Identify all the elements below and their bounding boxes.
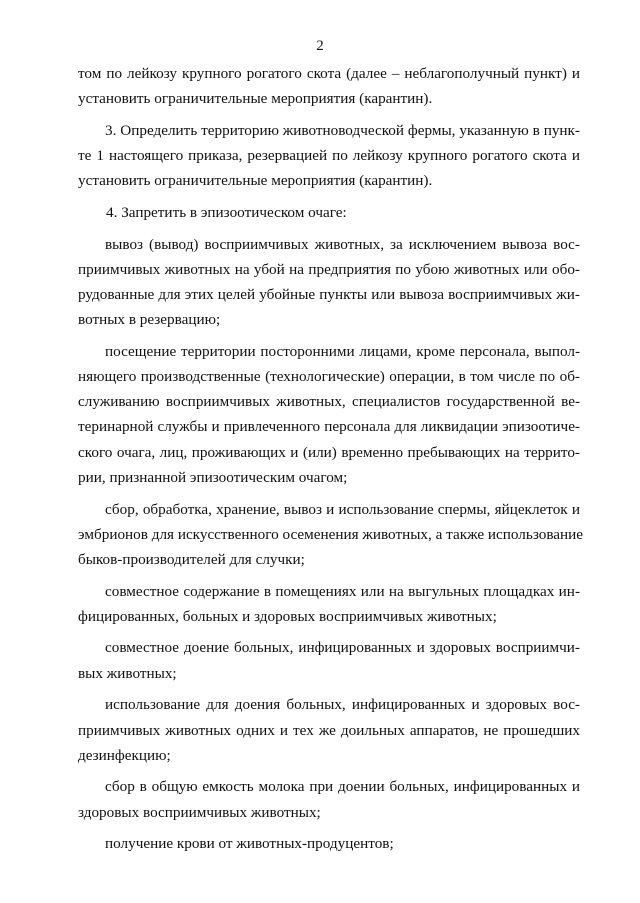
text-line: совместное содержание в помещениях или на выгульных площадках ин-	[105, 582, 580, 600]
document-body	[78, 61, 584, 856]
text-line: получение крови от животных-продуцентов;	[105, 835, 394, 853]
text-line: рудованные для этих целей убойные пункты или вывоза восприимчивых жи-	[78, 286, 580, 303]
text-line: установить ограничительные мероприятия (карантин).	[78, 90, 433, 108]
text-line: теринарной службы и привлеченного персонала для ликвидации эпизоотиче-	[78, 418, 580, 436]
text-line: 4. Запретить в эпизоотическом очаге:	[106, 203, 347, 221]
text-line: приимчивых животных на убой на предприятия по убою животных или обо-	[78, 260, 580, 278]
text-line: посещение территории посторонними лицами, кроме персонала, выпол-	[105, 342, 580, 360]
text-line: приимчивых животных одних и тех же доильных аппаратов, не прошедших	[78, 721, 580, 739]
page-number: 2	[316, 38, 324, 54]
text-line: дезинфекцию;	[78, 746, 171, 764]
text-line: быков-производителей для случки;	[78, 550, 305, 568]
text-line: 3. Определить территорию животноводческой фермы, указанную в пунк-	[105, 121, 580, 139]
text-line: те 1 настоящего приказа, резервацией по лейкозу крупного рогатого скота и	[78, 147, 580, 165]
text-line: вывоз (вывод) восприимчивых животных, за исключением вывоза вос-	[105, 235, 580, 253]
text-line: ского очага, лиц, проживающих и (или) временно пребывающих на террито-	[78, 443, 580, 461]
text-line: служиванию восприимчивых животных, специалистов государственной ве-	[78, 393, 580, 411]
text-line: установить ограничительные мероприятия (карантин).	[78, 172, 433, 190]
text-line: эмбрионов для искусственного осеменения животных, а также использование	[78, 525, 584, 543]
text-line: вотных в резервацию;	[78, 311, 221, 329]
text-line: том по лейкозу крупного рогатого скота (далее – неблагополучный пункт) и	[78, 65, 580, 82]
text-line: сбор в общую емкость молока при доении больных, инфицированных и	[105, 778, 580, 796]
text-line: няющего производственные (технологические) операции, в том числе по об-	[78, 368, 580, 386]
text-line: вых животных;	[78, 664, 177, 682]
text-line: сбор, обработка, хранение, вывоз и использование спермы, яйцеклеток и	[105, 500, 580, 518]
text-line: использование для доения больных, инфицированных и здоровых вос-	[105, 696, 580, 714]
text-line: совместное доение больных, инфицированных и здоровых восприимчи-	[105, 639, 580, 657]
text-line: фицированных, больных и здоровых восприимчивых животных;	[78, 607, 497, 625]
text-line: рии, признанной эпизоотическим очагом;	[78, 468, 348, 486]
text-line: здоровых восприимчивых животных;	[78, 803, 321, 821]
